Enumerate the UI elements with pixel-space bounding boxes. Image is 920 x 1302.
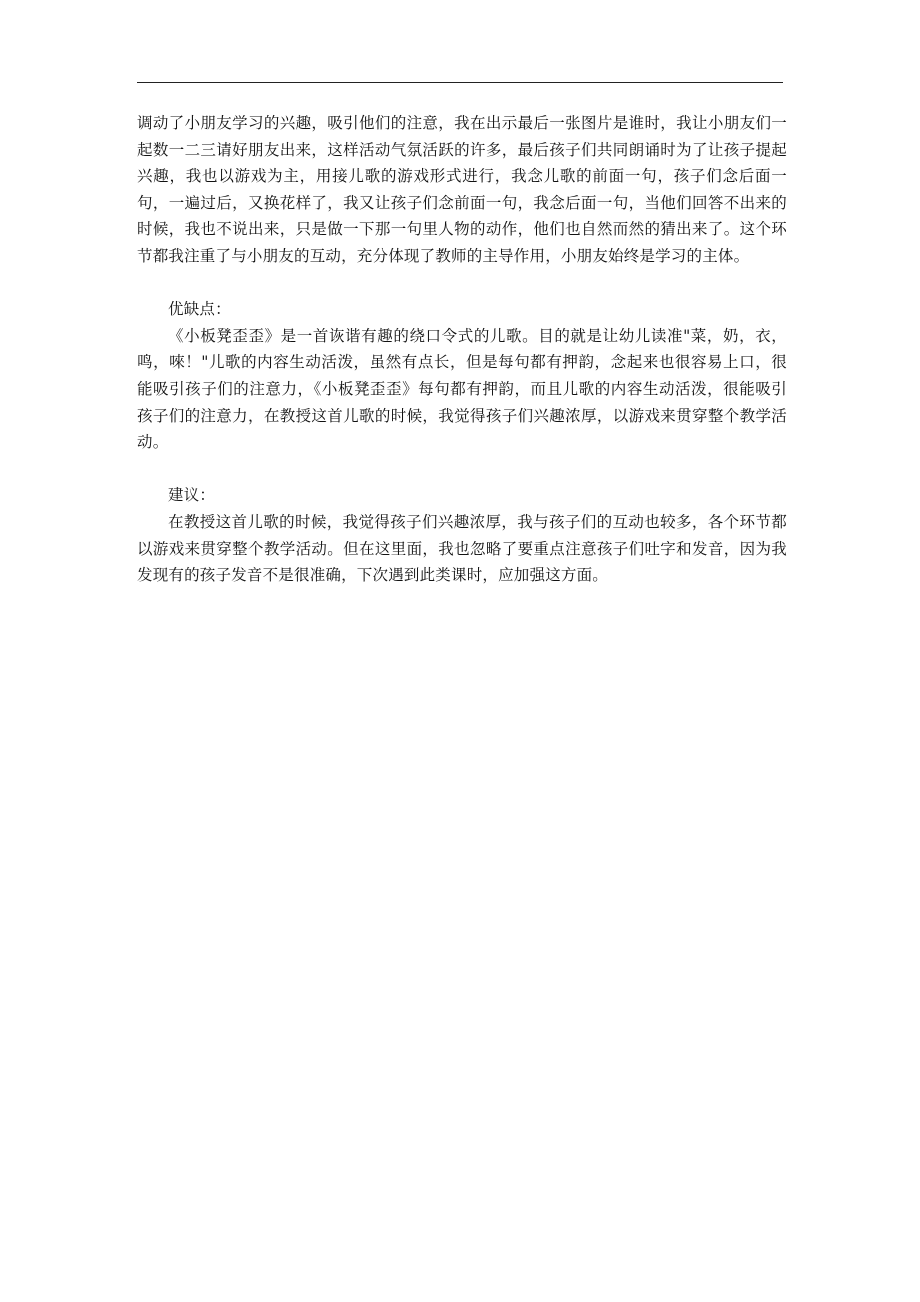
section-heading-suggestions: 建议： [168,486,216,505]
section-body-pros-cons: 《小板凳歪歪》是一首诙谐有趣的绕口令式的儿歌。目的就是让幼儿读准"菜，奶，衣，鸣，唻！"儿歌的内容生动活泼，虽然有点长，但是每句都有押韵，念起来也很容易上口，很能吸引孩子们的注意力，《小板凳歪歪》每句都有押韵，而且儿歌的内容生动活泼，很能吸引孩子们的注意力，在教授这首儿歌的时候，我觉得孩子们兴趣浓厚，以游戏来贯穿整个教学活动。 [137,326,787,452]
header-rule [137,82,783,83]
document-body [137,110,787,589]
intro-paragraph: 调动了小朋友学习的兴趣，吸引他们的注意，我在出示最后一张图片是谁时，我让小朋友们一起数一二三请好朋友出来，这样活动气氛活跃的许多，最后孩子们共同朗诵时为了让孩子提起兴趣，我也以游戏为主，用接儿歌的游戏形式进行，我念儿歌的前面一句，孩子们念后面一句，一遍过后，又换花样了，我又让孩子们念前面一句，我念后面一句，当他们回答不出来的时候，我也不说出来，只是做一下那一句里人物的动作，他们也自然而然的猜出来了。这个环节都我注重了与小朋友的互动，充分体现了教师的主导作用，小朋友始终是学习的主体。 [137,114,787,265]
section-body-suggestions: 在教授这首儿歌的时候，我觉得孩子们兴趣浓厚，我与孩子们的互动也较多，各个环节都以游戏来贯穿整个教学活动。但在这里面，我也忽略了要重点注意孩子们吐字和发音，因为我发现有的孩子发音不是很准确，下次遇到此类课时，应加强这方面。 [137,512,787,585]
section-heading-pros-cons: 优缺点： [168,300,231,319]
